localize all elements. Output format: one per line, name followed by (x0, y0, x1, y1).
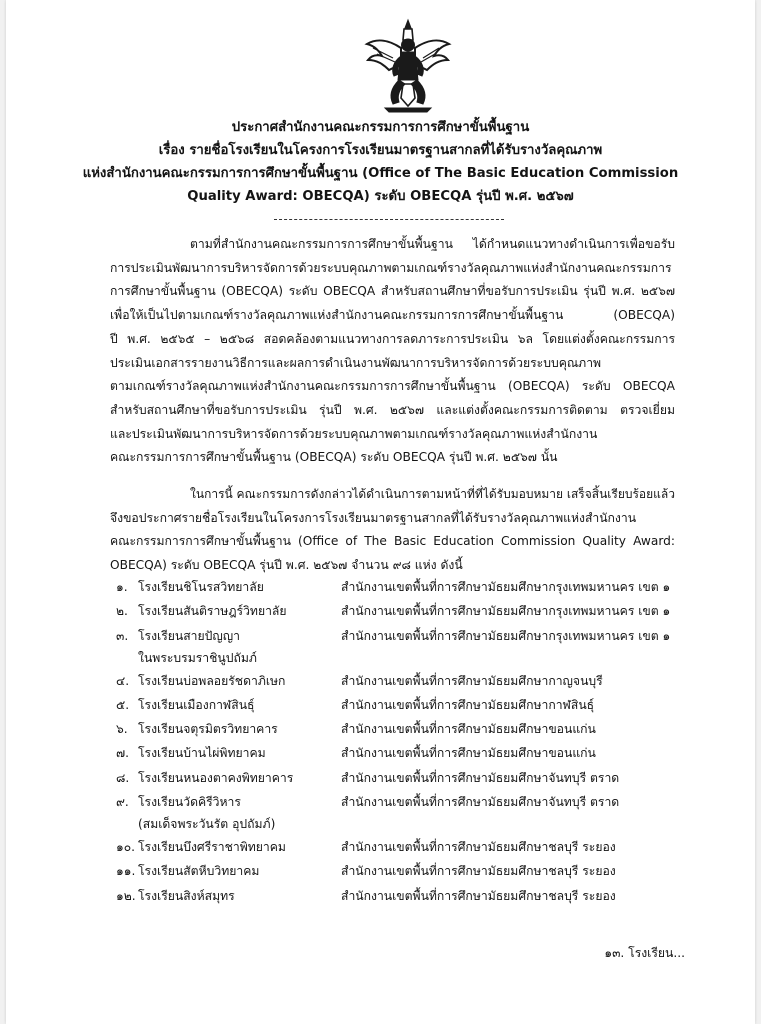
school-number: ๔. (116, 673, 130, 688)
paragraph-line: ประเมินเอกสารรายงานวิธีการและผลการดำเนินงานพัฒนาการบริหารจัดการด้วยระบบคุณภาพ (110, 355, 602, 370)
school-number: ๑๐. (116, 840, 136, 855)
school-row (116, 769, 676, 793)
paragraph-line: สำหรับสถานศึกษาที่ขอรับการประเมิน รุ่นปี พ.ศ. ๒๕๖๗ และแต่งตั้งคณะกรรมการติดตาม ตรวจเยี่ยม (110, 402, 675, 417)
school-row (116, 578, 676, 602)
paragraph-line: จึงขอประกาศรายชื่อโรงเรียนในโครงการโรงเรียนมาตรฐานสากลที่ได้รับรางวัลคุณภาพแห่งสำนักงาน (110, 510, 637, 525)
school-number: ๕. (116, 697, 130, 712)
document-page (6, 0, 755, 1024)
school-row (116, 862, 676, 886)
paragraph-intro (110, 233, 675, 470)
header-divider (274, 219, 504, 220)
school-area-office: สำนักงานเขตพื้นที่การศึกษามัธยมศึกษาจันทบุรี ตราด (341, 795, 620, 810)
school-area-office: สำนักงานเขตพื้นที่การศึกษามัธยมศึกษาชลบุรี ระยอง (341, 840, 616, 855)
school-name: โรงเรียนบึงศรีราชาพิทยาคม (138, 840, 286, 855)
paragraph-line: ตามที่สำนักงานคณะกรรมการการศึกษาขั้นพื้นฐาน ได้กำหนดแนวทางดำเนินการเพื่อขอรับ (190, 237, 675, 251)
announcement-header (36, 116, 725, 208)
school-name: โรงเรียนเมืองกาฬสินธุ์ (138, 697, 255, 712)
school-number: ๖. (116, 722, 128, 737)
garuda-emblem-icon (363, 18, 453, 114)
school-name: โรงเรียนสายปัญญา (138, 628, 240, 643)
school-row (116, 696, 676, 720)
school-number: ๑๒. (116, 888, 136, 903)
paragraph-announcement (110, 483, 675, 578)
school-row (116, 793, 676, 838)
school-area-office: สำนักงานเขตพื้นที่การศึกษามัธยมศึกษากาญจนบุรี (341, 673, 603, 688)
paragraph-line: ตามเกณฑ์รางวัลคุณภาพแห่งสำนักงานคณะกรรมการการศึกษาขั้นพื้นฐาน (OBECQA) ระดับ OBECQA (110, 379, 675, 394)
school-name: โรงเรียนชิโนรสวิทยาลัย (138, 580, 264, 594)
school-number: ๘. (116, 770, 130, 785)
paragraph-line: การประเมินพัฒนาการบริหารจัดการด้วยระบบคุณภาพตามเกณฑ์รางวัลคุณภาพแห่งสำนักงานคณะกรรมการ (110, 260, 672, 275)
school-row (116, 838, 676, 862)
school-number: ๒. (116, 604, 128, 619)
school-area-office: สำนักงานเขตพื้นที่การศึกษามัธยมศึกษากรุงเทพมหานคร เขต ๑ (341, 628, 671, 643)
school-row (116, 744, 676, 768)
school-name: โรงเรียนวัดคิรีวิหาร (138, 795, 241, 810)
school-area-office: สำนักงานเขตพื้นที่การศึกษามัธยมศึกษาชลบุรี ระยอง (341, 864, 616, 879)
school-number: ๓. (116, 628, 129, 643)
school-name: โรงเรียนสิงห์สมุทร (138, 888, 235, 903)
school-name: โรงเรียนสันติราษฎร์วิทยาลัย (138, 604, 287, 619)
school-number: ๗. (116, 746, 130, 761)
school-area-office: สำนักงานเขตพื้นที่การศึกษามัธยมศึกษาขอนแก่น (341, 746, 596, 761)
school-name-continued: (สมเด็จพระวันรัต อุปถัมภ์) (138, 817, 276, 832)
header-line-4: Quality Award: OBECQA) ระดับ OBECQA รุ่นปี พ.ศ. ๒๕๖๗ (187, 189, 574, 204)
paragraph-line: คณะกรรมการการศึกษาขั้นพื้นฐาน (OBECQA) ระดับ OBECQA รุ่นปี พ.ศ. ๒๕๖๗ นั้น (110, 450, 558, 465)
school-row (116, 602, 676, 626)
school-name: โรงเรียนบ้านไผ่พิทยาคม (138, 746, 266, 761)
paragraph-line: และประเมินพัฒนาการบริหารจัดการด้วยระบบคุณภาพตามเกณฑ์รางวัลคุณภาพแห่งสำนักงาน (110, 426, 598, 441)
paragraph-line: OBECQA) ระดับ OBECQA รุ่นปี พ.ศ. ๒๕๖๗ จำนวน ๙๘ แห่ง ดังนี้ (110, 558, 463, 573)
school-area-office: สำนักงานเขตพื้นที่การศึกษามัธยมศึกษากาฬสินธุ์ (341, 697, 595, 712)
school-name-continued: ในพระบรมราชินูปถัมภ์ (138, 650, 257, 665)
school-row (116, 672, 676, 696)
header-line-1: ประกาศสำนักงานคณะกรรมการการศึกษาขั้นพื้นฐาน (231, 120, 530, 135)
paragraph-line: ปี พ.ศ. ๒๕๖๕ – ๒๕๖๘ สอดคล้องตามแนวทางการลดภาระการประเมิน ๖ล โดยแต่งตั้งคณะกรรมการ (110, 331, 675, 346)
school-area-office: สำนักงานเขตพื้นที่การศึกษามัธยมศึกษากรุงเทพมหานคร เขต ๑ (341, 580, 671, 594)
school-list (116, 578, 676, 911)
school-name: โรงเรียนหนองตาคงพิทยาคาร (138, 770, 294, 785)
school-row (116, 887, 676, 911)
header-line-2: เรื่อง รายชื่อโรงเรียนในโครงการโรงเรียนมาตรฐานสากลที่ได้รับรางวัลคุณภาพ (158, 143, 603, 158)
paragraph-line: การศึกษาขั้นพื้นฐาน (OBECQA) ระดับ OBECQA สำหรับสถานศึกษาที่ขอรับการประเมิน รุ่นปี พ.ศ. ๒๕๖๗ (110, 284, 675, 299)
paragraph-line: เพื่อให้เป็นไปตามเกณฑ์รางวัลคุณภาพแห่งสำนักงานคณะกรรมการการศึกษาขั้นพื้นฐาน (OBECQA) (110, 308, 675, 323)
school-name: โรงเรียนสัตหีบวิทยาคม (138, 864, 260, 879)
school-area-office: สำนักงานเขตพื้นที่การศึกษามัธยมศึกษาขอนแก่น (341, 722, 596, 737)
school-area-office: สำนักงานเขตพื้นที่การศึกษามัธยมศึกษากรุงเทพมหานคร เขต ๑ (341, 604, 671, 619)
school-number: ๑๑. (116, 864, 136, 879)
school-number: ๑. (116, 580, 128, 594)
school-area-office: สำนักงานเขตพื้นที่การศึกษามัธยมศึกษาจันทบุรี ตราด (341, 770, 620, 785)
school-row (116, 720, 676, 744)
school-name: โรงเรียนจตุรมิตรวิทยาคาร (138, 722, 278, 737)
continued-marker: ๑๓. โรงเรียน... (604, 946, 685, 960)
school-name: โรงเรียนบ่อพลอยรัชดาภิเษก (138, 673, 286, 688)
paragraph-line: ในการนี้ คณะกรรมการดังกล่าวได้ดำเนินการตามหน้าที่ที่ได้รับมอบหมาย เสร็จสิ้นเรียบร้อยแล้ว (190, 487, 675, 501)
school-row (116, 627, 676, 672)
school-number: ๙. (116, 795, 129, 810)
school-area-office: สำนักงานเขตพื้นที่การศึกษามัธยมศึกษาชลบุรี ระยอง (341, 888, 616, 903)
paragraph-line: คณะกรรมการการศึกษาขั้นพื้นฐาน (Office of The Basic Education Commission Quality Award: (110, 534, 675, 549)
header-line-3: แห่งสำนักงานคณะกรรมการการศึกษาขั้นพื้นฐาน (Office of The Basic Education Commission (82, 166, 679, 181)
